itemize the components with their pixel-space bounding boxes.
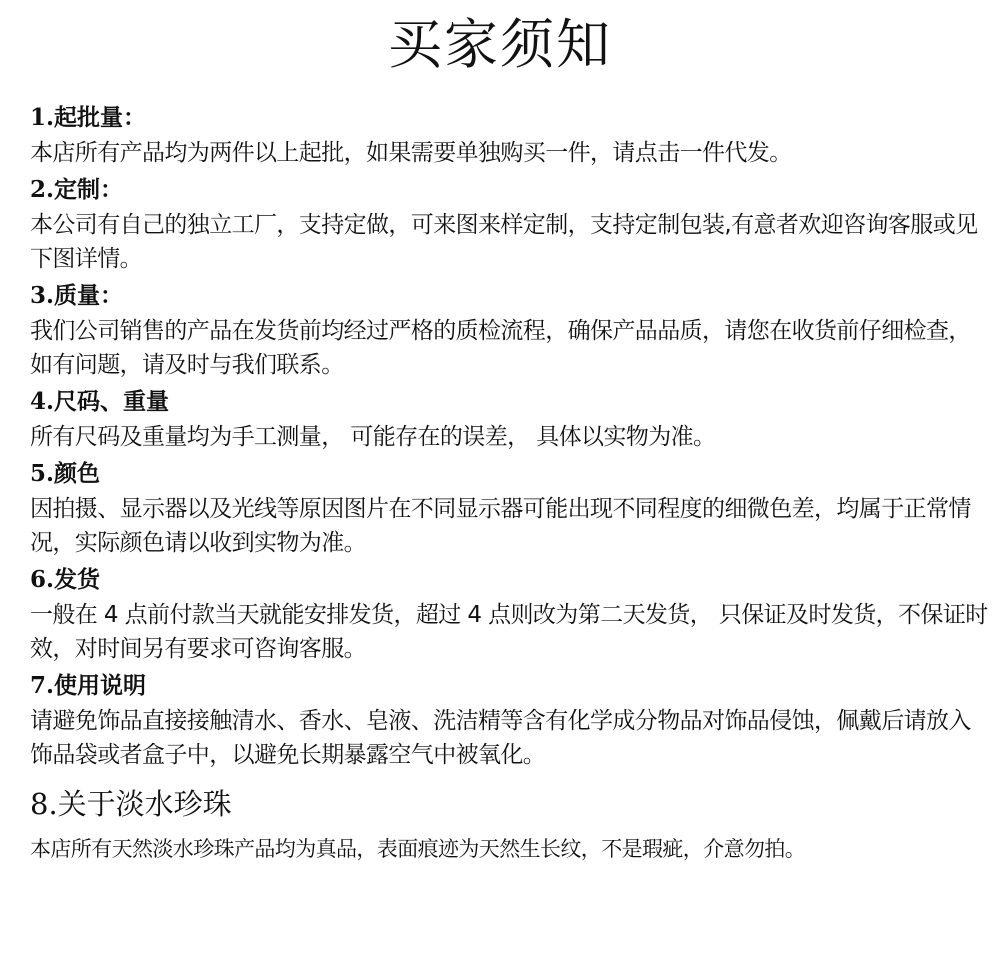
section-text: 一般在 4 点前付款当天就能安排发货，超过 4 点则改为第二天发货， 只保证及时发货，不保证时效，对时间另有要求可咨询客服。 <box>30 602 988 662</box>
section-text: 我们公司销售的产品在发货前均经过严格的质检流程，确保产品品质，请您在收货前仔细检查，如有问题，请及时与我们联系。 <box>30 318 971 378</box>
section-text: 本店所有产品均为两件以上起批，如果需要单独购买一件，请点击一件代发。 <box>30 140 792 166</box>
section-heading: 1.起批量： <box>30 104 147 131</box>
section-heading: 4.尺码、重量 <box>30 388 170 415</box>
section-minimum-order <box>30 100 990 170</box>
section-text: 请避免饰品直接接触清水、香水、皂液、洗洁精等含有化学成分物品对饰品侵蚀，佩戴后请放入饰品袋或者盒子中，以避免长期暴露空气中被氧化。 <box>30 708 971 768</box>
section-heading: 2.定制： <box>30 176 124 203</box>
section-usage <box>30 668 990 772</box>
section-shipping <box>30 562 990 666</box>
section-heading: 7.使用说明 <box>30 672 147 699</box>
section-heading: 3.质量： <box>30 282 124 309</box>
section-text: 本公司有自己的独立工厂，支持定做，可来图来样定制，支持定制包装,有意者欢迎咨询客服或见下图详情。 <box>30 212 978 272</box>
page-title: 买家须知 <box>388 13 612 76</box>
section-heading: 8.关于淡水珍珠 <box>30 787 232 821</box>
notice-content <box>30 100 990 866</box>
section-color <box>30 456 990 560</box>
section-customization <box>30 172 990 276</box>
section-quality <box>30 278 990 382</box>
section-text: 因拍摄、显示器以及光线等原因图片在不同显示器可能出现不同程度的细微色差，均属于正常情况，实际颜色请以收到实物为准。 <box>30 496 971 556</box>
section-text: 本店所有天然淡水珍珠产品均为真品，表面痕迹为天然生长纹，不是瑕疵，介意勿拍。 <box>30 837 806 861</box>
section-heading: 5.颜色 <box>30 460 101 487</box>
section-size-weight <box>30 384 990 454</box>
section-text: 所有尺码及重量均为手工测量， 可能存在的误差， 具体以实物为准。 <box>30 424 716 450</box>
section-heading: 6.发货 <box>30 566 101 593</box>
section-freshwater-pearl <box>30 784 990 866</box>
